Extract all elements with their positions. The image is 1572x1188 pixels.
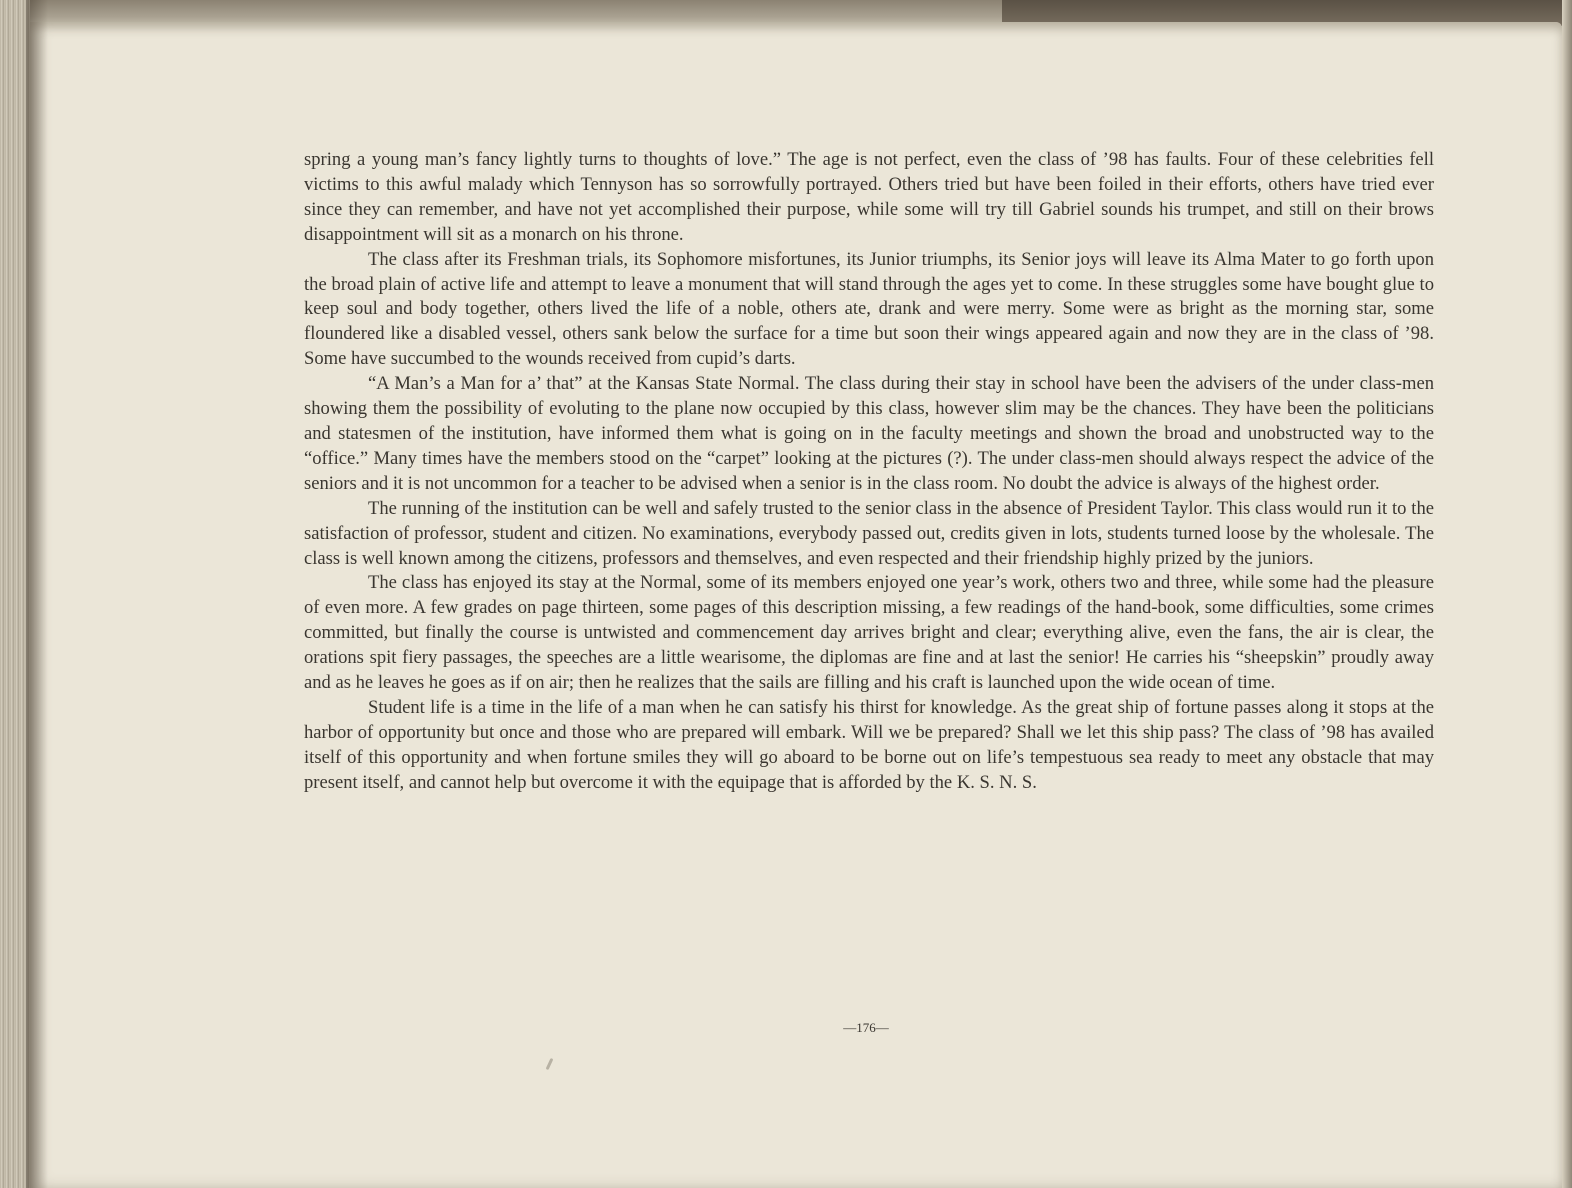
page-number-container xyxy=(0,1020,1572,1036)
paragraph-6: Student life is a time in the life of a man when he can satisfy his thirst for knowledge. As the great ship of fortune passes along it stops at the harbor of opportunity but once and those who are prepared will embark. Will we be prepared? Shall we let this ship pass? The class of ’98 has availed itself of this opportunity and when fortune smiles they will go aboard to be borne out on life’s tempestuous sea ready to meet any obstacle that may present itself, and cannot help but overcome it with the equipage that is afforded by the K. S. N. S. xyxy=(304,696,1434,793)
body-text xyxy=(304,148,1434,796)
paragraph-3: “A Man’s a Man for a’ that” at the Kansas State Normal. The class during their stay in school have been the advisers of the under class-men showing them the possibility of evoluting to the plane now occupied by this class, however slim may be the chances. They have been the politicians and statesmen of the institution, have informed them what is going on in the faculty meetings and shown the broad and unobstructed way to the “office.” Many times have the members stood on the “carpet” looking at the pictures (?). The under class-men should always respect the advice of the seniors and it is not uncommon for a teacher to be advised when a senior is in the class room. No doubt the advice is always of the highest order. xyxy=(304,373,1434,494)
paragraph-2: The class after its Freshman trials, its Sophomore misfortunes, its Junior triumphs, its Senior joys will leave its Alma Mater to go forth upon the broad plain of active life and attempt to leave a monument that will stand through the ages yet to come. In these struggles some have bought glue to keep soul and body together, others lived the life of a noble, others ate, drank and were merry. Some were as bright as the morning star, some floundered like a disabled vessel, others sank below the surface for a time but soon their wings appeared again and now they are in the class of ’98. Some have succumbed to the wounds received from cupid’s darts. xyxy=(304,248,1434,370)
page-number: —176— xyxy=(843,1020,889,1035)
paragraph-5: The class has enjoyed its stay at the Normal, some of its members enjoyed one year’s work, others two and three, while some had the pleasure of even more. A few grades on page thirteen, some pages of this description missing, a few readings of the hand-book, some difficulties, some crimes committed, but finally the course is untwisted and commencement day arrives bright and clear; everything alive, even the fans, the air is clear, the orations spit fiery passages, the speeches are a little wearisome, the diplomas are fine and at last the senior! He carries his “sheepskin” proudly away and as he leaves he goes as if on air; then he realizes that the sails are filling and his craft is launched upon the wide ocean of time. xyxy=(304,572,1434,694)
paragraph-1: spring a young man’s fancy lightly turns to thoughts of love.” The age is not perfect, even the class of ’98 has faults. Four of these celebrities fell victims to this awful malady which Tennyson has so sorrowfully portrayed. Others tried but have been foiled in their efforts, others have tried ever since they can remember, and have not yet accomplished their purpose, while some will try till Gabriel sounds his trumpet, and still on their brows disappointment will sit as a monarch on his throne. xyxy=(304,149,1434,245)
page-right-edge xyxy=(1562,0,1572,1188)
paragraph-4: The running of the institution can be well and safely trusted to the senior class in the absence of President Taylor. This class would run it to the satisfaction of professor, student and citizen. No examinations, everybody passed out, credits given in lots, students turned loose by the wholesale. The class is well known among the citizens, professors and themselves, and even respected and their friendship highly prized by the juniors. xyxy=(304,497,1434,569)
binding-shadow xyxy=(26,0,48,1188)
